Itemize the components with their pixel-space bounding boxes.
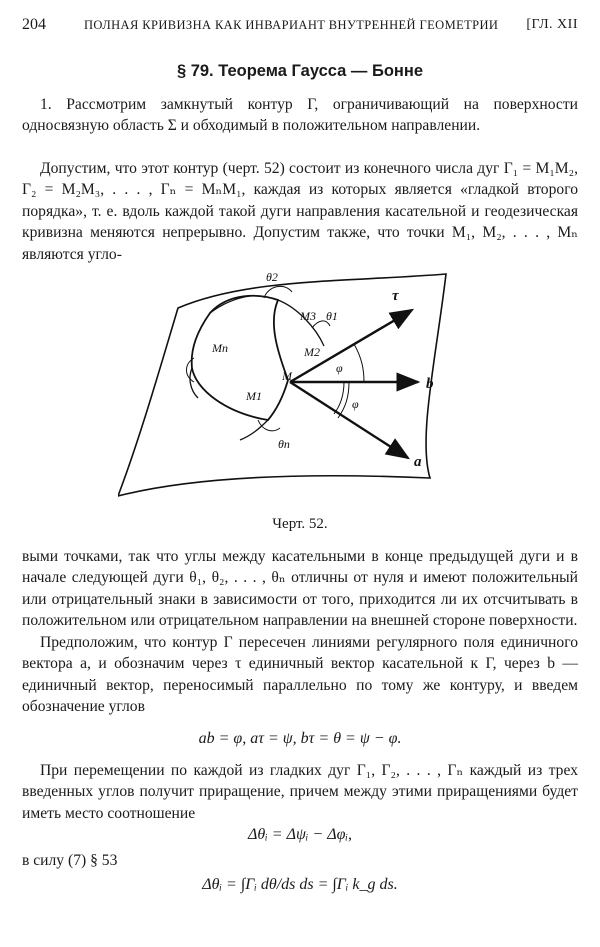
page-header (22, 16, 578, 36)
label-phi-upper: φ (336, 361, 343, 375)
paragraph-2 (22, 158, 578, 265)
label-theta2: θ2 (266, 270, 278, 284)
closed-contour (192, 296, 288, 420)
paragraph-2-text: Допустим, что этот контур (черт. 52) состоит из конечного числа дуг Γ₁ = M₁M₂, Γ₂ = M₂M₃, . . . , Γₙ = MₙM₁, каждая из которых является «гладкой второго порядка», т. е. вдоль каждой такой дуги направления касательной и геодезическая кривизна меняются непрерывно. Допустим также, что точки M₁, M₂, . . . , Mₙ являются угло- (22, 160, 578, 263)
surface-patch (118, 274, 446, 496)
paragraph-3 (22, 546, 578, 632)
formula-increment: Δθᵢ = Δψᵢ − Δφᵢ, (247, 826, 352, 843)
figure-caption: Черт. 52. (272, 516, 328, 532)
paragraph-5-text: При перемещении по каждой из гладких дуг Γ₁, Γ₂, . . . , Γₙ каждый из трех введенных углов получит приращение, причем между этими приращениями будет иметь место соотношение (22, 762, 578, 822)
angle-arc-phi-upper (354, 344, 364, 382)
running-title: ПОЛНАЯ КРИВИЗНА КАК ИНВАРИАНТ ВНУТРЕННЕЙ ГЕОМЕТРИИ (84, 18, 499, 32)
label-theta1: θ1 (326, 309, 338, 323)
angle-arc-thetan (258, 420, 280, 431)
page-number: 204 (22, 16, 46, 33)
label-a: a (414, 454, 422, 470)
paragraph-4-text: Предположим, что контур Γ пересечен линиями регулярного поля единичного вектора a, и обозначим через τ единичный вектор касательной к Γ, через b — единичный вектор, переносимый параллельно по тому же контуру, и введем обозначение углов (22, 634, 578, 716)
label-thetan: θn (278, 437, 290, 451)
label-m: M (282, 369, 292, 383)
formula-angles: ab = φ, aτ = ψ, bτ = θ = ψ − φ. (198, 730, 402, 747)
formula-integral: Δθᵢ = ∫Γᵢ dθ/ds ds = ∫Γᵢ k_g ds. (202, 876, 398, 893)
paragraph-5 (22, 760, 578, 824)
label-b: b (426, 376, 434, 392)
tangent-ext-3 (210, 296, 250, 313)
tangent-ext-2 (240, 420, 268, 440)
label-tau: τ (392, 288, 399, 304)
vector-a (290, 382, 408, 458)
label-mn: Mn (212, 341, 228, 355)
paragraph-6 (22, 850, 578, 871)
paragraph-3-text: выми точками, так что углы между касательными в конце предыдущей дуги и в начале следующей дуги θ₁, θ₂, . . . , θₙ отличны от нуля и имеют положительный или отрицательный знаки в зависимости от того, приходится ли их отсчитывать в положительном или отрицательном направлении на внешней стороне поверхности. (22, 548, 578, 630)
paragraph-1-text: 1. Рассмотрим замкнутый контур Γ, ограничивающий на поверхности односвязную область Σ и обходимый в положительном направлении. (22, 96, 578, 135)
label-phi-lower: φ (352, 397, 359, 411)
section-title: § 79. Теорема Гаусса — Бонне (176, 62, 424, 80)
label-m1: M1 (246, 389, 262, 403)
label-m3: M3 (300, 309, 316, 323)
paragraph-1 (22, 94, 578, 137)
paragraph-6-text: в силу (7) § 53 (22, 852, 118, 869)
paragraph-4 (22, 632, 578, 718)
angle-arc-theta2 (264, 286, 292, 298)
label-m2: M2 (304, 345, 320, 359)
figure-52 (118, 268, 480, 508)
chapter-marker: [ГЛ. XII (526, 17, 578, 32)
angle-arc-phi-lower-1 (334, 382, 344, 414)
